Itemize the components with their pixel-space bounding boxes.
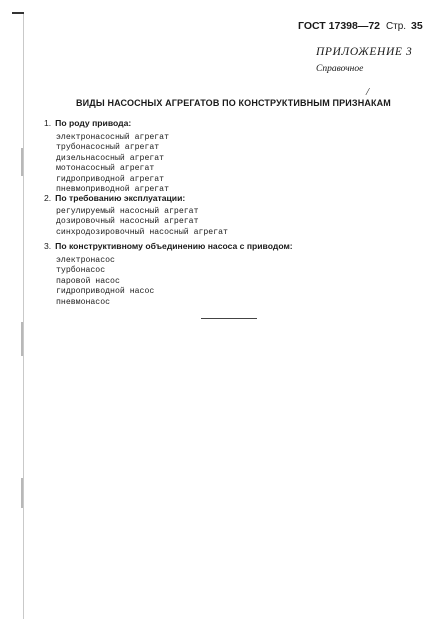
list-item: регулируемый насосный агрегат [56, 207, 199, 216]
section-heading [44, 117, 169, 129]
standard-number: ГОСТ 17398—72 [298, 20, 381, 32]
corner-tick-mark [12, 12, 24, 14]
list-item: дизельнасосный агрегат [56, 153, 165, 163]
section-operation-requirements [44, 192, 228, 238]
list-item: электронасос [56, 256, 115, 265]
list-item: дозировочный насосный агрегат [56, 217, 199, 227]
binding-edge-line [23, 14, 24, 619]
section-heading-text: По требованию эксплуатации: [55, 193, 186, 203]
scan-edge-mark [21, 478, 23, 508]
section-heading-text: По роду привода: [55, 118, 132, 128]
document-title: ВИДЫ НАСОСНЫХ АГРЕГАТОВ ПО КОНСТРУКТИВНЫМ ПРИЗНАКАМ [76, 98, 391, 108]
scan-edge-mark [21, 322, 23, 356]
page-header [298, 20, 423, 32]
section-number: 2. [44, 193, 52, 203]
section-item-list [56, 256, 293, 308]
section-heading [44, 192, 228, 204]
page-label: Стр. [385, 21, 407, 32]
section-heading-text: По конструктивному объединению насоса с приводом: [55, 241, 293, 251]
list-item: турбонасос [56, 266, 106, 276]
appendix-title: ПРИЛОЖЕНИЕ 3 [316, 46, 413, 58]
list-item: гидроприводной насос [56, 287, 155, 297]
page-number: 35 [411, 20, 423, 32]
list-item: трубонасосный агрегат [56, 143, 160, 153]
section-heading [44, 240, 293, 252]
section-item-list [56, 133, 169, 195]
list-item: пневмонасос [56, 297, 111, 307]
handwritten-slash-mark: / [366, 86, 370, 98]
section-item-list [56, 207, 228, 238]
end-divider-line [201, 318, 257, 319]
scan-edge-mark [21, 148, 23, 176]
list-item: мотонасосный агрегат [56, 164, 155, 174]
section-number: 3. [44, 241, 52, 251]
section-drive-type [44, 117, 169, 195]
list-item: паровой насос [56, 276, 120, 286]
list-item: гидроприводной агрегат [56, 174, 165, 184]
list-item: пневмоприводной агрегат [56, 185, 170, 195]
appendix-subtitle: Справочное [316, 64, 364, 74]
list-item: электронасосный агрегат [56, 133, 170, 142]
section-number: 1. [44, 118, 52, 128]
list-item: синхродозировочный насосный агрегат [56, 227, 228, 237]
section-construction-combination [44, 240, 293, 308]
